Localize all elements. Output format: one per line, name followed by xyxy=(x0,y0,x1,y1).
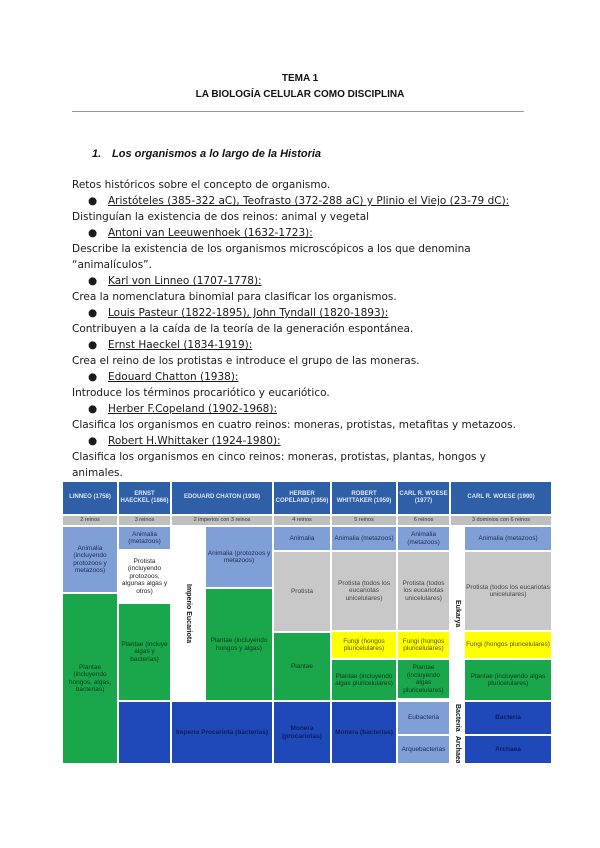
page-header xyxy=(0,72,600,102)
entry-description: Introduce los términos procariótico y eucariótico. xyxy=(72,387,330,399)
list-item xyxy=(72,193,522,209)
intro-text: Retos históricos sobre el concepto de organismo. xyxy=(72,179,331,191)
haeckel-protista: Protista (incluyendo protozoos, algunas algas y otros) xyxy=(118,550,171,603)
entry-description: Clasifica los organismos en cuatro reinos: moneras, protistas, metafitas y metazoos. xyxy=(72,419,516,431)
scientist-name: Robert H.Whittaker (1924-1980): xyxy=(108,435,281,447)
chatton-plantae: Plantae (incluyendo hongos y algas) xyxy=(205,588,273,701)
count-woese-1990: 3 dominios con 6 reinos xyxy=(450,515,552,526)
list-item xyxy=(72,369,522,385)
woese77-animalia: Animalia (metazoos) xyxy=(397,526,450,551)
header-copeland: HERBER COPELAND (1956) xyxy=(273,481,331,515)
woese90-archaea: Archaea xyxy=(464,735,552,764)
section-heading xyxy=(92,148,321,160)
linneo-animalia: Animalia (incluyendo protozoos y metazoos) xyxy=(62,526,118,593)
woese90-bacteria: Bacteria xyxy=(464,701,552,735)
scientist-name: Aristóteles (385-322 aC), Teofrasto (372-288 aC) y Plinio el Viejo (23-79 dC): xyxy=(108,195,510,207)
count-woese-1977: 6 reinos xyxy=(397,515,450,526)
woese90-animalia: Animalia (metazoos) xyxy=(464,526,552,551)
scientist-name: Karl von Linneo (1707-1778): xyxy=(108,275,262,287)
domain-bacteria-label: Bacteria xyxy=(453,704,461,732)
list-item xyxy=(72,225,522,241)
whittaker-protista: Protista (todos los eucariotas unicelulares) xyxy=(331,551,397,631)
woese77-archaebacteria: Arquebacterias xyxy=(397,735,450,764)
chatton-prokaryote-empire: Imperio Procariota (bacterias) xyxy=(171,701,273,764)
list-item xyxy=(72,433,522,449)
header-chatton: EDOUARD CHATON (1938) xyxy=(171,481,273,515)
entry-description: Clasifica los organismos en cinco reinos: moneras, protistas, plantas, hongos y animales. xyxy=(72,451,487,479)
scientist-name: Herber F.Copeland (1902-1968): xyxy=(108,403,277,415)
chatton-animalia: Animalia (protozoos y metazoos) xyxy=(205,526,273,588)
header-woese-1990: CARL R. WOESE (1990) xyxy=(450,481,552,515)
woese77-plantae: Plantae (incluyendo algas pluricelulares) xyxy=(397,659,450,699)
linneo-plantae: Plantae (incluyendo hongos, algas, bacterias) xyxy=(62,593,118,764)
bullet-icon: ● xyxy=(88,403,98,415)
scientist-name: Ernst Haeckel (1834-1919): xyxy=(108,339,253,351)
header-linneo: LINNEO (1758) xyxy=(62,481,118,515)
list-item xyxy=(72,273,522,289)
domain-archaea-band xyxy=(450,735,464,764)
page-title: LA BIOLOGÍA CELULAR COMO DISCIPLINA xyxy=(195,89,405,100)
count-copeland: 4 reinos xyxy=(273,515,331,526)
header-whittaker: ROBERT WHITTAKER (1959) xyxy=(331,481,397,515)
domain-eukarya-label: Eukarya xyxy=(453,599,461,628)
bullet-icon: ● xyxy=(88,275,98,287)
haeckel-empty xyxy=(118,701,171,764)
whittaker-animalia: Animalia (metazoos) xyxy=(331,526,397,551)
classification-table xyxy=(62,481,552,764)
woese77-protista: Protista (todos los eucariotas unicelulares) xyxy=(397,551,450,631)
list-item xyxy=(72,305,522,321)
woese77-fungi: Fungi (hongos pluricelulares) xyxy=(397,631,450,659)
whittaker-monera: Monera (bacterias) xyxy=(331,701,397,764)
copeland-protista: Protista xyxy=(273,551,331,632)
list-item xyxy=(72,401,522,417)
history-list xyxy=(72,177,522,481)
haeckel-animalia: Animalia (metazoos) xyxy=(118,526,171,550)
copeland-animalia: Animalia xyxy=(273,526,331,551)
copeland-monera: Monera (procariotas) xyxy=(273,701,331,764)
header-haeckel: ERNST HAECKEL (1866) xyxy=(118,481,171,515)
copeland-plantae: Plantae xyxy=(273,632,331,701)
bullet-icon: ● xyxy=(88,307,98,319)
header-divider xyxy=(72,111,524,112)
woese90-protista: Protista (todos los eucariotas unicelulares) xyxy=(464,551,552,631)
bullet-icon: ● xyxy=(88,371,98,383)
entry-description: Crea la nomenclatura binomial para clasificar los organismos. xyxy=(72,291,397,303)
scientist-name: Edouard Chatton (1938): xyxy=(108,371,239,383)
section-number: 1. xyxy=(92,148,102,160)
scientist-name: Antoni van Leeuwenhoek (1632-1723): xyxy=(108,227,313,239)
count-linneo: 2 reinos xyxy=(62,515,118,526)
woese77-eubacteria: Eubacteria xyxy=(397,701,450,735)
scientist-name: Louis Pasteur (1822-1895), John Tyndall (1820-1893): xyxy=(108,307,389,319)
entry-description: Distinguían la existencia de dos reinos: animal y vegetal xyxy=(72,211,370,223)
haeckel-plantae: Plantae (incluye algas y bacterias) xyxy=(118,603,171,701)
count-chatton: 2 imperios con 3 reinos xyxy=(171,515,273,526)
header-woese-1977: CARL R. WOESE (1977) xyxy=(397,481,450,515)
bullet-icon: ● xyxy=(88,339,98,351)
count-whittaker: 5 reinos xyxy=(331,515,397,526)
bullet-icon: ● xyxy=(88,195,98,207)
domain-bacteria-band xyxy=(450,701,464,735)
count-haeckel: 3 reinos xyxy=(118,515,171,526)
woese90-plantae: Plantae (incluyendo algas pluricelulares) xyxy=(464,659,552,701)
eukaryote-empire-band xyxy=(171,526,205,701)
bullet-icon: ● xyxy=(88,435,98,447)
woese90-fungi: Fungi (hongos pluricelulares) xyxy=(464,631,552,659)
section-title: Los organismos a lo largo de la Historia xyxy=(112,148,322,160)
whittaker-fungi: Fungi (hongos pluricelulares) xyxy=(331,631,397,659)
bullet-icon: ● xyxy=(88,227,98,239)
list-item xyxy=(72,337,522,353)
entry-description: Contribuyen a la caída de la teoría de la generación espontánea. xyxy=(72,323,414,335)
entry-description: Describe la existencia de los organismos microscópicos a los que denomina “animalículos”. xyxy=(72,243,471,271)
entry-description: Crea el reino de los protistas e introduce el grupo de las moneras. xyxy=(72,355,420,367)
eukaryote-empire-label: Imperio Eucariota xyxy=(184,583,192,644)
domain-eukarya-band xyxy=(450,526,464,701)
domain-archaea-label: Archaea xyxy=(453,735,461,764)
whittaker-plantae: Plantae (incluyendo algas pluricelulares) xyxy=(331,659,397,701)
topic-number: TEMA 1 xyxy=(281,73,319,84)
